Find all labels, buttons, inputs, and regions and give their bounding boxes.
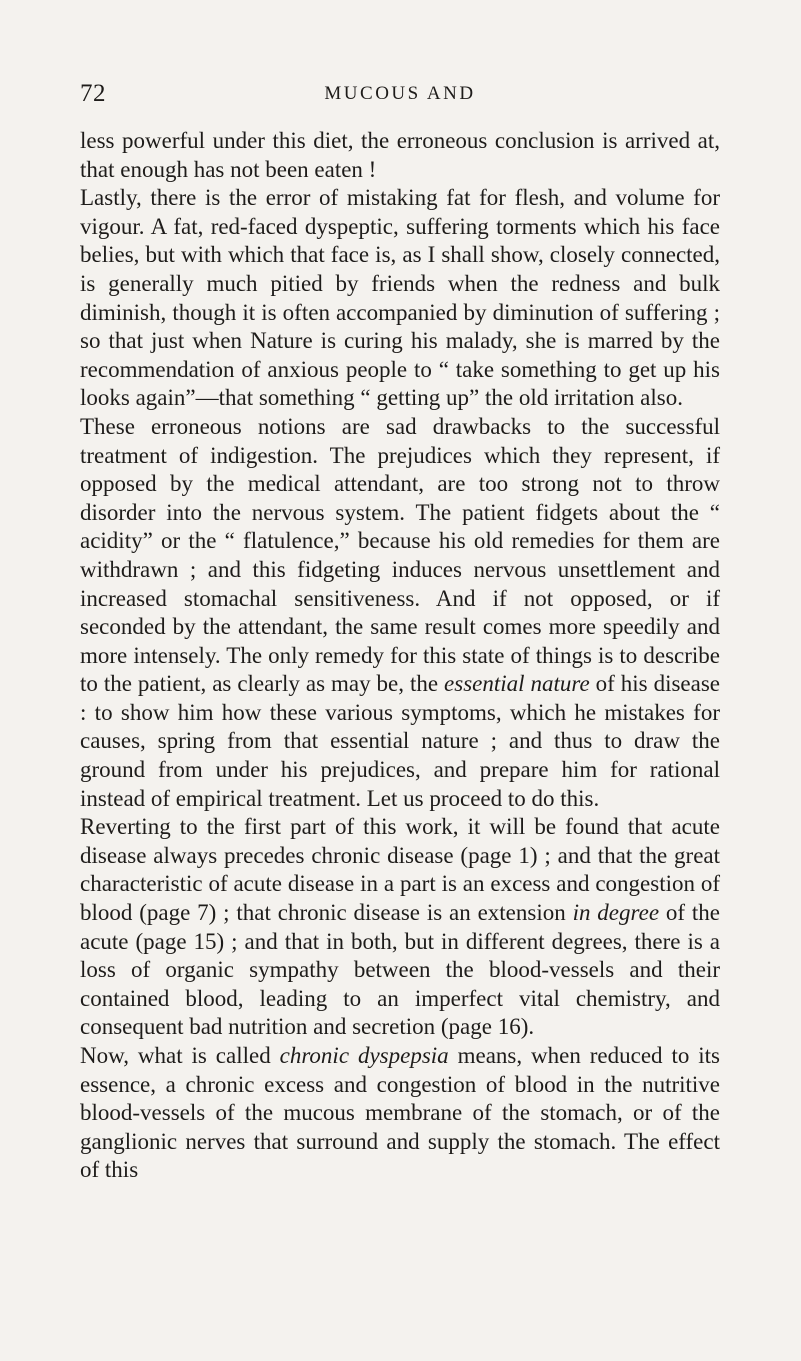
text-segment: of the acute (page 15) ; and that in both, but in different degrees, there is a loss of organic sympathy between the blood-vessels and their contained blood, leading to an imperfect vital chemistry, and consequent bad nutrition and secretion (page 16). xyxy=(80,900,720,1040)
text-segment: Now, what is called xyxy=(80,1043,280,1068)
paragraph-fat-for-flesh xyxy=(80,184,720,413)
text-segment: less powerful under this diet, the erroneous conclusion is arrived at, that enough has not been eaten ! xyxy=(80,128,720,182)
paragraph-erroneous-notions xyxy=(80,413,720,813)
text-segment: of his disease : to show him how these various symptoms, which he mistakes for causes, spring from that essential nature ; and thus to draw the ground from under his prejudices, and prepare him for rational instead of empirical treatment. Let us proceed to do this. xyxy=(80,671,720,811)
paragraph-reverting xyxy=(80,813,720,1042)
italic-segment: in degree xyxy=(572,900,660,926)
italic-segment: essential nature xyxy=(444,671,590,697)
paragraph-chronic-dyspepsia xyxy=(80,1042,720,1185)
text-segment: Lastly, there is the error of mistaking fat for flesh, and volume for vigour. A fat, red-faced dyspeptic, suffering torments which his face belies, but with which that face is, as I shall show, closely connected, is generally much pitied by friends when the redness and bulk diminish, though it is often accompanied by diminution of suffering ; so that just when Nature is curing his malady, she is marred by the recommendation of anxious people to “ take something to get up his looks again”—that something “ getting up” the old irritation also. xyxy=(80,185,720,411)
text-segment: These erroneous notions are sad drawbacks to the successful treatment of indigestion. The prejudices which they represent, if opposed by the medical attendant, are too strong not to throw disorder into the nervous system. The patient fidgets about the “ acidity” or the “ flatulence,” because his old remedies for them are withdrawn ; and this fidgeting induces nervous unsettlement and increased stomachal sensitiveness. And if not opposed, or if seconded by the attendant, the same result comes more speedily and more intensely. The only remedy for this state of things is to describe to the patient, as clearly as may be, the xyxy=(80,413,720,697)
text-segment: Reverting to the first part of this work, it will be found that acute disease always precedes chronic disease (page 1) ; and that the great characteristic of acute disease in a part is an excess and congestion of blood (page 7) ; that chronic disease is an extension xyxy=(80,814,720,926)
paragraph-continuation xyxy=(80,127,720,184)
running-head xyxy=(80,80,720,114)
body-text xyxy=(80,127,720,1185)
running-title: MUCOUS AND xyxy=(324,83,476,104)
italic-segment: chronic dyspepsia xyxy=(279,1043,449,1068)
text-segment: means, when reduced to its essence, a chronic excess and congestion of blood in the nutritive blood-vessels of the mucous membrane of the stomach, or of the ganglionic nerves that surround and supply the stomach. The effect of this xyxy=(80,1043,721,1183)
page-number: 72 xyxy=(80,80,106,107)
